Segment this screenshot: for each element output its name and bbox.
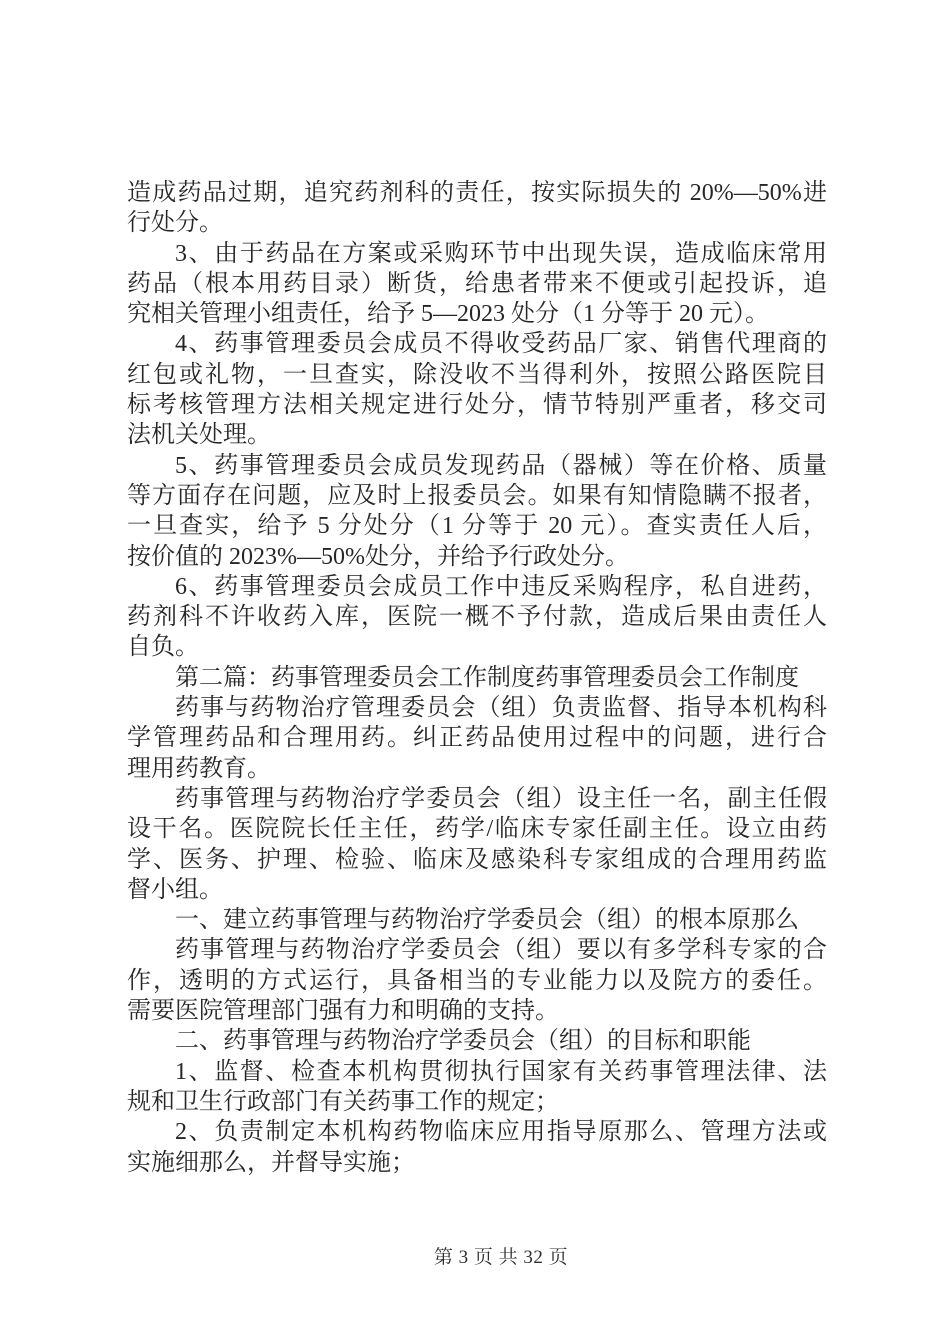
text-line: 4、药事管理委员会成员不得收受药品厂家、销售代理商的 xyxy=(175,331,827,358)
text-line: 法机关处理。 xyxy=(127,422,271,449)
paragraph xyxy=(127,451,827,572)
text-line: 药剂科不许收药入库，医院一概不予付款，造成后果由责任人 xyxy=(127,604,827,631)
text-line: 学、医务、护理、检验、临床及感染科专家组成的合理用药监 xyxy=(127,846,827,873)
paragraph xyxy=(127,663,827,693)
text-line: 设干名。医院院长任主任，药学/临床专家任副主任。设立由药 xyxy=(127,816,827,843)
paragraph xyxy=(127,935,827,1026)
text-line: 6、药事管理委员会成员工作中违反采购程序，私自进药， xyxy=(175,573,827,600)
text-line: 规和卫生行政部门有关药事工作的规定； xyxy=(127,1088,559,1115)
text-line: 究相关管理小组责任，给予 5—2023 处分（1 分等于 20 元）。 xyxy=(127,301,769,328)
text-line: 学管理药品和合理用药。纠正药品使用过程中的问题，进行合 xyxy=(127,725,827,752)
page-number: 第 3 页 共 32 页 xyxy=(433,1247,569,1268)
text-line: 药事管理与药物治疗学委员会（组）要以有多学科专家的合 xyxy=(175,937,827,964)
document-body xyxy=(127,178,827,1178)
page-footer xyxy=(0,1242,950,1269)
paragraph xyxy=(127,905,827,935)
text-line: 作，透明的方式运行，具备相当的专业能力以及院方的委任。 xyxy=(127,967,827,994)
text-line: 行处分。 xyxy=(127,210,223,237)
text-line: 自负。 xyxy=(127,634,199,661)
text-line: 5、药事管理委员会成员发现药品（器械）等在价格、质量 xyxy=(175,452,827,479)
text-line: 药品（根本用药目录）断货，给患者带来不便或引起投诉，追 xyxy=(127,270,827,297)
text-line: 理用药教育。 xyxy=(127,755,271,782)
text-line: 等方面存在问题，应及时上报委员会。如果有知情隐瞒不报者， xyxy=(127,482,827,509)
text-line: 一、建立药事管理与药物治疗学委员会（组）的根本原那么 xyxy=(175,907,799,934)
paragraph xyxy=(127,239,827,330)
text-line: 督小组。 xyxy=(127,876,223,903)
paragraph xyxy=(127,178,827,239)
text-line: 标考核管理方法相关规定进行处分，情节特别严重者，移交司 xyxy=(127,392,827,419)
text-line: 药事与药物治疗管理委员会（组）负责监督、指导本机构科 xyxy=(175,695,827,722)
paragraph xyxy=(127,784,827,905)
paragraph xyxy=(127,1117,827,1178)
paragraph xyxy=(127,1057,827,1118)
text-line: 需要医院管理部门强有力和明确的支持。 xyxy=(127,998,559,1025)
text-line: 二、药事管理与药物治疗学委员会（组）的目标和职能 xyxy=(175,1028,751,1055)
text-line: 3、由于药品在方案或采购环节中出现失误，造成临床常用 xyxy=(175,240,827,267)
text-line: 按价值的 2023%—50%处分，并给予行政处分。 xyxy=(127,543,629,570)
paragraph xyxy=(127,329,827,450)
text-line: 实施细那么，并督导实施； xyxy=(127,1149,415,1176)
text-line: 一旦查实，给予 5 分处分（1 分等于 20 元）。查实责任人后， xyxy=(127,513,827,540)
paragraph xyxy=(127,1026,827,1056)
text-line: 2、负责制定本机构药物临床应用指导原那么、管理方法或 xyxy=(175,1119,827,1146)
text-line: 第二篇：药事管理委员会工作制度药事管理委员会工作制度 xyxy=(175,664,799,691)
text-line: 造成药品过期，追究药剂科的责任，按实际损失的 20%—50%进 xyxy=(127,180,827,206)
paragraph xyxy=(127,693,827,784)
text-line: 1、监督、检查本机构贯彻执行国家有关药事管理法律、法 xyxy=(175,1058,827,1085)
text-line: 药事管理与药物治疗学委员会（组）设主任一名，副主任假 xyxy=(175,785,827,812)
text-line: 红包或礼物，一旦查实，除没收不当得利外，按照公路医院目 xyxy=(127,361,827,388)
paragraph xyxy=(127,572,827,663)
